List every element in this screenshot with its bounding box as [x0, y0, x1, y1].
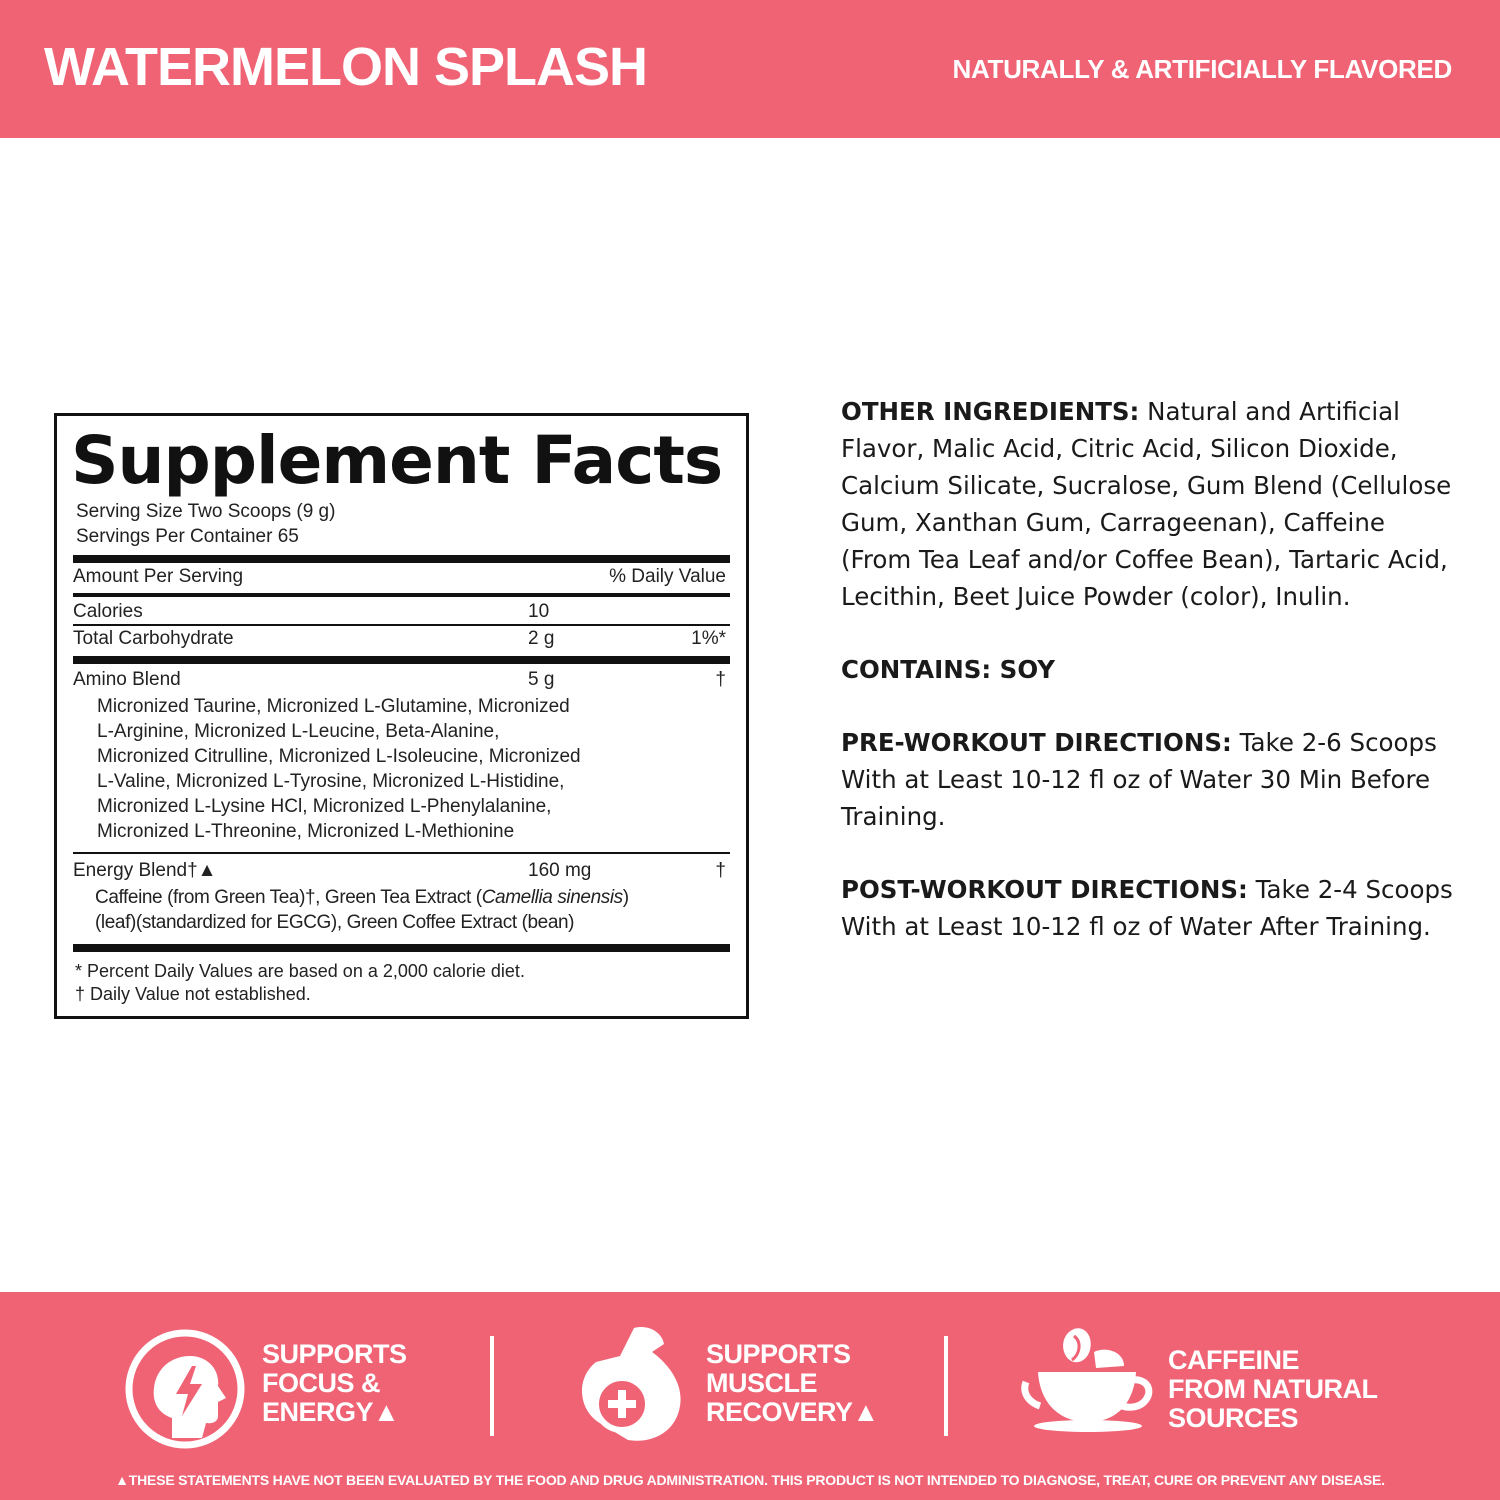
- benefit-divider: [944, 1336, 948, 1436]
- top-banner: [0, 0, 1500, 138]
- row-name: Amino Blend: [73, 669, 181, 690]
- row-amount: 5 g: [528, 669, 555, 690]
- head-lightning-icon: [122, 1326, 248, 1452]
- supplement-facts-panel: [54, 413, 749, 1019]
- row-amount: 2 g: [528, 628, 555, 649]
- amino-line: L-Valine, Micronized L-Tyrosine, Micronized L-Histidine,: [97, 771, 565, 792]
- servings-per-container: Servings Per Container 65: [76, 526, 299, 547]
- facts-title: Supplement Facts: [71, 422, 723, 499]
- fda-disclaimer: ▲THESE STATEMENTS HAVE NOT BEEN EVALUATED BY THE FOOD AND DRUG ADMINISTRATION. THIS PRODUCT IS NOT INTENDED TO DIAGNOSE, TREAT, CURE OR PREVENT ANY DISEASE.: [115, 1472, 1385, 1488]
- muscle-recovery-icon: [568, 1322, 694, 1452]
- benefit-label: SUPPORTS MUSCLE RECOVERY▲: [706, 1339, 879, 1427]
- amino-line: Micronized Citrulline, Micronized L-Isoleucine, Micronized: [97, 746, 581, 767]
- row-name: Total Carbohydrate: [73, 628, 234, 649]
- benefit-natural-caffeine: [1020, 1322, 1400, 1452]
- contains-allergen: CONTAINS: SOY: [841, 655, 1056, 684]
- facts-rule-thick: [73, 555, 730, 563]
- serving-info: [76, 499, 335, 549]
- amino-line: Micronized Taurine, Micronized L-Glutamine, Micronized: [97, 696, 570, 717]
- dv-header: % Daily Value: [609, 566, 726, 587]
- row-dv: †: [715, 860, 726, 881]
- amount-header: Amount Per Serving: [73, 566, 244, 587]
- benefit-focus-energy: [122, 1322, 422, 1452]
- facts-rule-thin: [73, 852, 730, 854]
- flavor-note: NATURALLY & ARTIFICIALLY FLAVORED: [952, 54, 1452, 84]
- footnote-not-established: † Daily Value not established.: [75, 984, 311, 1004]
- flavor-title: WATERMELON SPLASH: [44, 37, 647, 97]
- row-name: Energy Blend†▲: [73, 860, 217, 881]
- ingredients-directions: [841, 393, 1461, 981]
- row-amount: 160 mg: [528, 860, 592, 881]
- facts-rule-thin: [73, 624, 730, 626]
- bottom-banner: [0, 1292, 1500, 1500]
- benefit-label: CAFFEINE FROM NATURAL SOURCES: [1168, 1345, 1378, 1433]
- row-dv: 1%*: [691, 628, 726, 649]
- pre-workout-directions: PRE-WORKOUT DIRECTIONS: Take 2-6 Scoops With at Least 10-12 fl oz of Water 30 Min Before Training.: [841, 728, 1437, 831]
- facts-rule-medium: [73, 593, 730, 597]
- benefit-divider: [490, 1336, 494, 1436]
- energy-ingredients: [95, 885, 742, 935]
- footnote-daily-values: * Percent Daily Values are based on a 2,000 calorie diet.: [75, 961, 525, 981]
- serving-size: Serving Size Two Scoops (9 g): [76, 501, 336, 522]
- amino-line: Micronized L-Threonine, Micronized L-Methionine: [97, 821, 515, 842]
- amino-ingredients: [97, 694, 734, 844]
- benefit-muscle-recovery: [568, 1322, 888, 1452]
- amino-line: Micronized L-Lysine HCl, Micronized L-Phenylalanine,: [97, 796, 552, 817]
- facts-rule-thick: [73, 944, 730, 952]
- post-workout-directions: POST-WORKOUT DIRECTIONS: Take 2-4 Scoops With at Least 10-12 fl oz of Water After Training.: [841, 875, 1453, 941]
- other-ingredients: OTHER INGREDIENTS: Natural and Artificial Flavor, Malic Acid, Citric Acid, Silicon Dioxide, Calcium Silicate, Sucralose, Gum Blend (Cellulose Gum, Xanthan Gum, Carrageenan), Caffeine (From Tea Leaf and/or Coffee Bean), Tartaric Acid, Lecithin, Beet Juice Powder (color), Inulin.: [841, 397, 1452, 611]
- row-dv: †: [715, 669, 726, 690]
- coffee-bean-cup-icon: [1020, 1322, 1154, 1432]
- facts-rule-thick: [73, 656, 730, 664]
- row-name: Calories: [73, 601, 143, 622]
- amino-line: L-Arginine, Micronized L-Leucine, Beta-Alanine,: [97, 721, 500, 742]
- energy-line: Caffeine (from Green Tea)†, Green Tea Extract (Camellia sinensis): [95, 887, 629, 908]
- row-amount: 10: [528, 601, 550, 622]
- energy-line: (leaf)(standardized for EGCG), Green Coffee Extract (bean): [95, 912, 575, 933]
- benefit-label: SUPPORTS FOCUS & ENERGY▲: [262, 1339, 407, 1427]
